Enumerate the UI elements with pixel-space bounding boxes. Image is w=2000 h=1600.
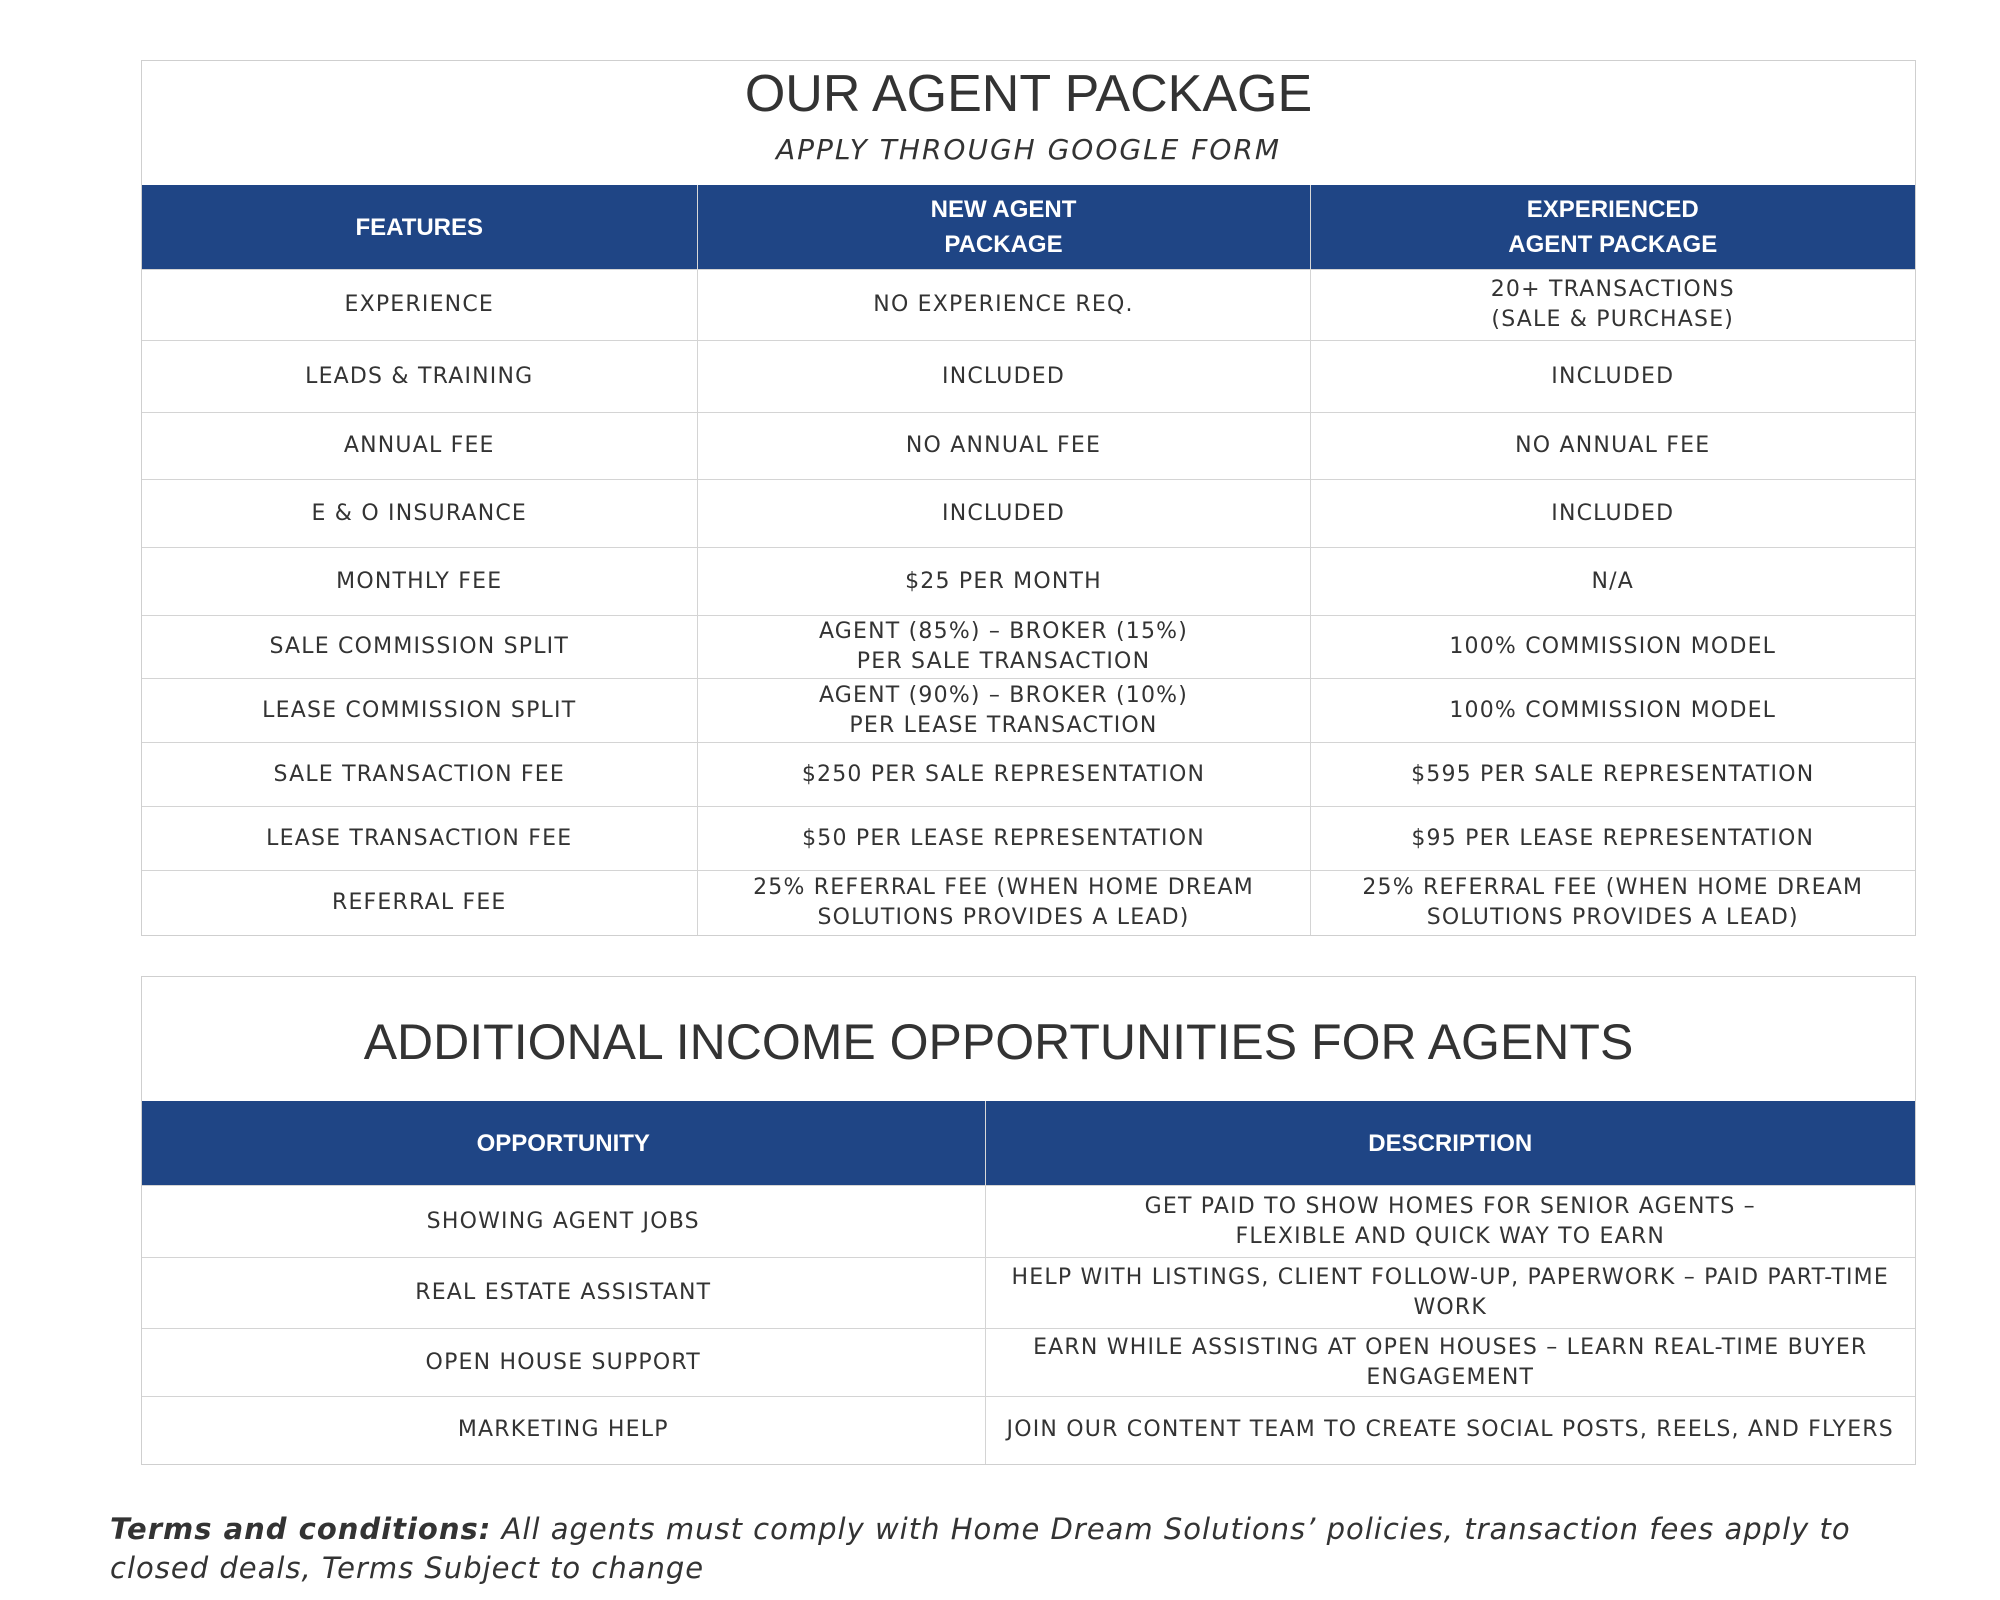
experienced-agent-cell: INCLUDED — [1310, 341, 1915, 413]
table-row — [142, 679, 1915, 743]
new-agent-cell: INCLUDED — [697, 341, 1310, 413]
experienced-agent-cell: 25% REFERRAL FEE (WHEN HOME DREAM SOLUTIONS PROVIDES A LEAD) — [1310, 871, 1915, 935]
table-row — [142, 871, 1915, 935]
table-row — [142, 1186, 1915, 1258]
new-agent-cell: 25% REFERRAL FEE (WHEN HOME DREAM SOLUTIONS PROVIDES A LEAD) — [697, 871, 1310, 935]
description-cell: JOIN OUR CONTENT TEAM TO CREATE SOCIAL POSTS, REELS, AND FLYERS — [985, 1397, 1915, 1464]
header-experienced-agent-package: EXPERIENCED AGENT PACKAGE — [1310, 185, 1915, 270]
feature-cell: ANNUAL FEE — [142, 413, 697, 480]
experienced-agent-cell: N/A — [1310, 548, 1915, 616]
table-header-row — [142, 185, 1915, 270]
agent-package-section — [141, 60, 1916, 936]
table-row — [142, 480, 1915, 548]
experienced-agent-cell: $95 PER LEASE REPRESENTATION — [1310, 807, 1915, 871]
experienced-agent-cell: 100% COMMISSION MODEL — [1310, 679, 1915, 743]
new-agent-cell: $50 PER LEASE REPRESENTATION — [697, 807, 1310, 871]
experienced-agent-cell: INCLUDED — [1310, 480, 1915, 548]
table-row — [142, 807, 1915, 871]
table-row — [142, 1329, 1915, 1397]
header-new-agent-package: NEW AGENT PACKAGE — [697, 185, 1310, 270]
feature-cell: E & O INSURANCE — [142, 480, 697, 548]
feature-cell: MONTHLY FEE — [142, 548, 697, 616]
table-row — [142, 1258, 1915, 1329]
new-agent-cell: AGENT (85%) – BROKER (15%) PER SALE TRANSACTION — [697, 616, 1310, 679]
description-cell: HELP WITH LISTINGS, CLIENT FOLLOW-UP, PAPERWORK – PAID PART-TIME WORK — [985, 1258, 1915, 1329]
table-header-row — [142, 1101, 1915, 1186]
description-cell: GET PAID TO SHOW HOMES FOR SENIOR AGENTS – FLEXIBLE AND QUICK WAY TO EARN — [985, 1186, 1915, 1258]
new-agent-cell: $250 PER SALE REPRESENTATION — [697, 743, 1310, 807]
opportunity-cell: SHOWING AGENT JOBS — [142, 1186, 985, 1258]
terms-label: Terms and conditions: — [110, 1512, 492, 1546]
table-row — [142, 341, 1915, 413]
feature-cell: REFERRAL FEE — [142, 871, 697, 935]
feature-cell: LEASE COMMISSION SPLIT — [142, 679, 697, 743]
opportunity-cell: REAL ESTATE ASSISTANT — [142, 1258, 985, 1329]
table-row — [142, 1397, 1915, 1464]
opportunity-cell: MARKETING HELP — [142, 1397, 985, 1464]
header-features: FEATURES — [142, 185, 697, 270]
table-row — [142, 743, 1915, 807]
opportunity-cell: OPEN HOUSE SUPPORT — [142, 1329, 985, 1397]
new-agent-cell: INCLUDED — [697, 480, 1310, 548]
feature-cell: SALE COMMISSION SPLIT — [142, 616, 697, 679]
feature-cell: LEASE TRANSACTION FEE — [142, 807, 697, 871]
agent-package-subtitle: APPLY THROUGH GOOGLE FORM — [775, 133, 1282, 166]
experienced-agent-cell: NO ANNUAL FEE — [1310, 413, 1915, 480]
new-agent-cell: NO ANNUAL FEE — [697, 413, 1310, 480]
experienced-agent-cell: 100% COMMISSION MODEL — [1310, 616, 1915, 679]
agent-package-table — [142, 185, 1915, 935]
feature-cell: SALE TRANSACTION FEE — [142, 743, 697, 807]
terms-and-conditions — [110, 1510, 1940, 1588]
agent-package-title: OUR AGENT PACKAGE — [744, 65, 1313, 123]
income-title: ADDITIONAL INCOME OPPORTUNITIES FOR AGENTS — [363, 1014, 1634, 1070]
new-agent-cell: NO EXPERIENCE REQ. — [697, 270, 1310, 341]
income-section — [141, 976, 1916, 1465]
terms-text: All agents must comply with Home Dream Solutions’ policies, transaction fees apply to closed deals, Terms Subject to change — [110, 1512, 1851, 1585]
table-row — [142, 548, 1915, 616]
income-table — [142, 1101, 1915, 1464]
table-row — [142, 413, 1915, 480]
description-cell: EARN WHILE ASSISTING AT OPEN HOUSES – LEARN REAL-TIME BUYER ENGAGEMENT — [985, 1329, 1915, 1397]
table-row — [142, 270, 1915, 341]
table-row — [142, 616, 1915, 679]
experienced-agent-cell: $595 PER SALE REPRESENTATION — [1310, 743, 1915, 807]
experienced-agent-cell: 20+ TRANSACTIONS (SALE & PURCHASE) — [1310, 270, 1915, 341]
feature-cell: EXPERIENCE — [142, 270, 697, 341]
feature-cell: LEADS & TRAINING — [142, 341, 697, 413]
header-opportunity: OPPORTUNITY — [142, 1101, 985, 1186]
new-agent-cell: AGENT (90%) – BROKER (10%) PER LEASE TRANSACTION — [697, 679, 1310, 743]
new-agent-cell: $25 PER MONTH — [697, 548, 1310, 616]
header-description: DESCRIPTION — [985, 1101, 1915, 1186]
